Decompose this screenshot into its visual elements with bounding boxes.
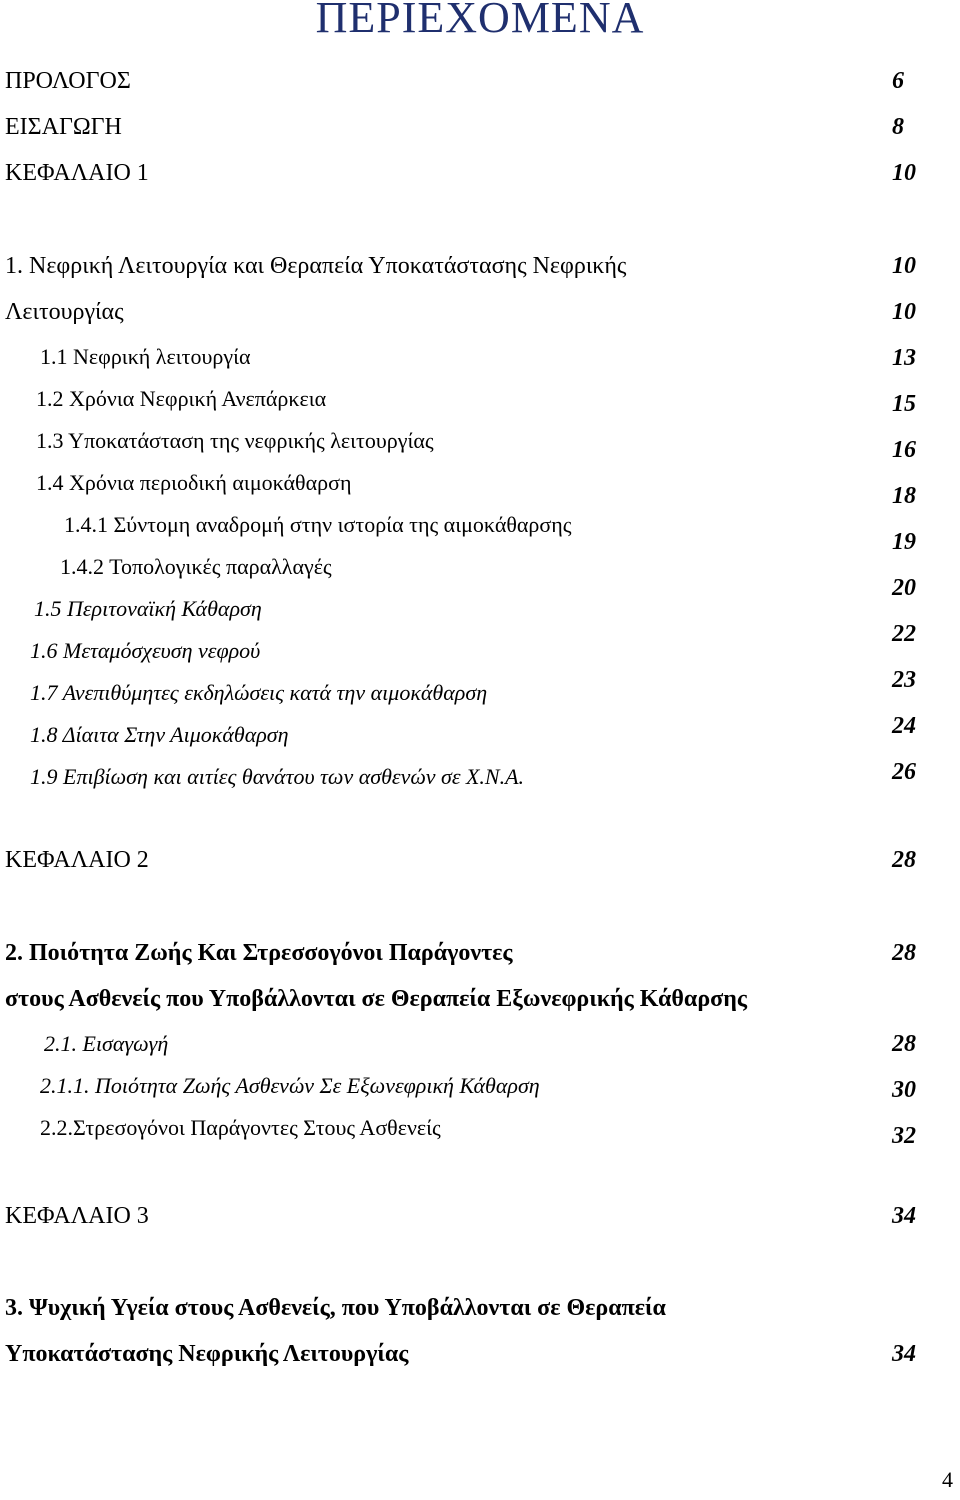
toc-page-number: 30: [892, 1077, 916, 1103]
toc-entry-text: ΚΕΦΑΛΑΙΟ 3: [5, 1203, 149, 1229]
toc-entry-text: ΚΕΦΑΛΑΙΟ 2: [5, 847, 149, 873]
toc-entry-text: 3. Ψυχική Υγεία στους Ασθενείς, που Υποβάλλονται σε Θεραπεία: [5, 1295, 666, 1321]
toc-page-number: 34: [892, 1203, 916, 1229]
toc-page-number: 10: [892, 253, 916, 279]
toc-page-number: 24: [892, 713, 916, 739]
toc-entry-text: 1.5 Περιτοναϊκή Κάθαρση: [34, 596, 262, 621]
toc-page-number: 28: [892, 847, 916, 873]
toc-entry-text: ΠΡΟΛΟΓΟΣ: [5, 68, 131, 94]
toc-page-number: 8: [892, 114, 904, 140]
toc-page-number: 28: [892, 940, 916, 966]
toc-entry-text: ΕΙΣΑΓΩΓΗ: [5, 114, 122, 140]
toc-page-number: 20: [892, 575, 916, 601]
toc-page-number: 34: [892, 1341, 916, 1367]
toc-entry-text: στους Ασθενείς που Υποβάλλονται σε Θεραπεία Εξωνεφρικής Κάθαρσης: [5, 986, 747, 1012]
toc-page-number: 10: [892, 299, 916, 325]
toc-entry-text: Υποκατάστασης Νεφρικής Λειτουργίας: [5, 1341, 409, 1367]
toc-page-number: 15: [892, 391, 916, 417]
toc-entry-text: Λειτουργίας: [5, 299, 124, 325]
page-title: ΠΕΡΙΕΧΟΜΕΝΑ: [315, 0, 645, 42]
toc-page-number: 26: [892, 759, 916, 785]
toc-entry-text: 1.3 Υποκατάσταση της νεφρικής λειτουργίας: [36, 428, 434, 453]
toc-entry-text: 2.1.1. Ποιότητα Ζωής Ασθενών Σε Εξωνεφρική Κάθαρση: [40, 1073, 540, 1098]
toc-entry-text: 1.2 Χρόνια Νεφρική Ανεπάρκεια: [36, 386, 327, 411]
toc-page-number: 32: [892, 1123, 916, 1149]
toc-entry-text: 2. Ποιότητα Ζωής Και Στρεσσογόνοι Παράγοντες: [5, 940, 513, 966]
toc-page-number: 16: [892, 437, 916, 463]
toc-page-number: 22: [892, 621, 916, 647]
toc-entry-text: 1.4 Χρόνια περιοδική αιμοκάθαρση: [36, 470, 352, 495]
page-number: 4: [942, 1467, 953, 1492]
toc-entry-text: 1.8 Δίαιτα Στην Αιμοκάθαρση: [30, 722, 289, 747]
toc-entry-text: 1.1 Νεφρική λειτουργία: [40, 344, 251, 369]
toc-page-number: 28: [892, 1031, 916, 1057]
toc-page-number: 23: [892, 667, 916, 693]
toc-entry-text: 1. Νεφρική Λειτουργία και Θεραπεία Υποκατάστασης Νεφρικής: [5, 253, 627, 279]
toc-entry-text: ΚΕΦΑΛΑΙΟ 1: [5, 160, 149, 186]
toc-page-number: 18: [892, 483, 916, 509]
toc-entry-text: 1.4.2 Τοπολογικές παραλλαγές: [60, 554, 332, 579]
toc-page-number: 19: [892, 529, 916, 555]
toc-entry-text: 1.4.1 Σύντομη αναδρομή στην ιστορία της αιμοκάθαρσης: [64, 512, 572, 537]
toc-page-number: 13: [892, 345, 916, 371]
toc-entry-text: 1.6 Μεταμόσχευση νεφρού: [30, 638, 261, 663]
toc-entry-text: 1.7 Ανεπιθύμητες εκδηλώσεις κατά την αιμοκάθαρση: [30, 680, 488, 705]
toc-entry-text: 2.1. Εισαγωγή: [44, 1031, 169, 1056]
toc-entry-text: 2.2.Στρεσογόνοι Παράγοντες Στους Ασθενείς: [40, 1115, 441, 1140]
toc-page-number: 6: [892, 68, 904, 94]
toc-page-number: 10: [892, 160, 916, 186]
toc-entry-text: 1.9 Επιβίωση και αιτίες θανάτου των ασθενών σε Χ.Ν.Α.: [30, 764, 525, 789]
